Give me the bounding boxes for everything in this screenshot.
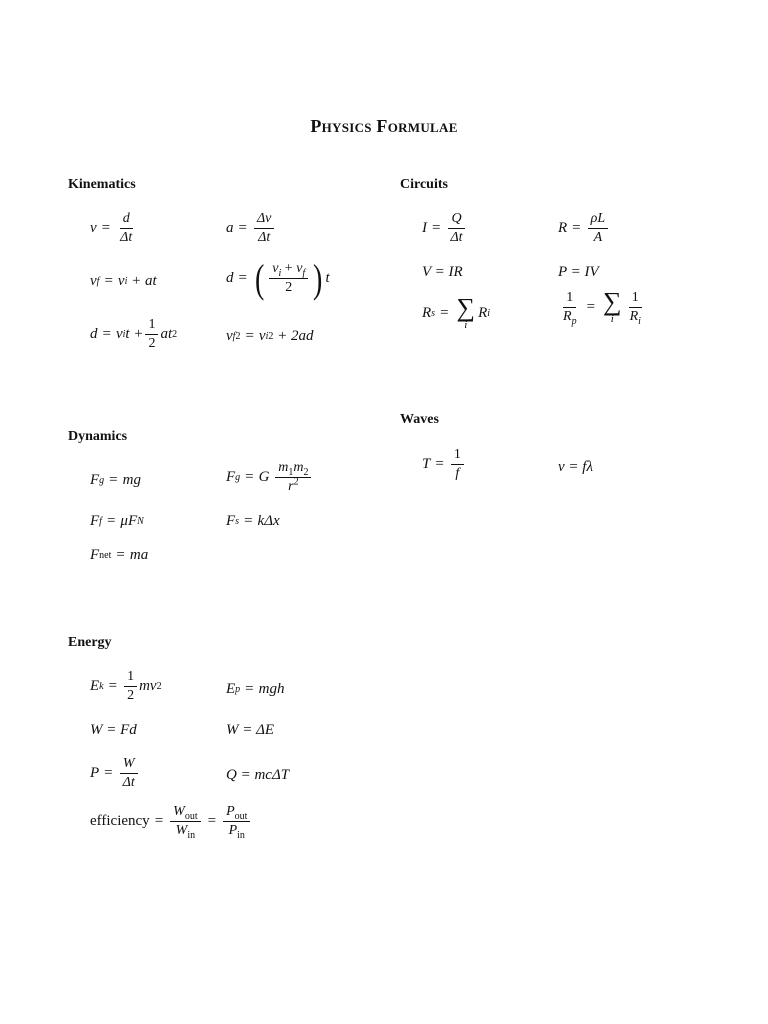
page-title: PHYSICS FORMULAE <box>310 116 458 136</box>
section-heading-kinematics: Kinematics <box>68 177 136 192</box>
formula-wave-speed: v = fλ <box>558 459 593 475</box>
formula-work-energy: W = ΔE <box>226 722 275 738</box>
formula-gravitation: F g = G $\frac{m_1m_2}{r^2}$ <box>226 461 313 494</box>
formula-series-resistance: R s = ∑ i R i <box>422 293 491 332</box>
formula-power-work: P = $\frac{W}{\Delta t}$ <box>90 757 140 790</box>
formula-spring-force: F s = kΔx <box>226 513 280 529</box>
formula-efficiency: efficiency = $\frac{W_{out}}{W_{in}}$ = $\frac{P_{out}}{P_{in}}$ <box>90 805 252 838</box>
formula-work: W = Fd <box>90 722 137 738</box>
section-heading-waves: Waves <box>400 412 439 427</box>
section-heading-dynamics: Dynamics <box>68 429 128 444</box>
formula-net-force: F net = ma <box>90 547 149 563</box>
formula-displacement: d = v i t + $\frac{1}{2}$ at 2 <box>90 317 178 351</box>
formula-period: T = $\frac{1}{f}$ <box>422 448 466 481</box>
formula-acceleration: a = $\frac{\Delta v}{\Delta t}$ <box>226 212 276 245</box>
formula-weight: F g = mg <box>90 472 141 488</box>
formula-ohms-law: V = IR <box>422 264 463 280</box>
formula-heat: Q = mcΔT <box>226 767 290 783</box>
formula-velocity-squared: v f 2 = v i 2 + 2ad <box>226 328 314 344</box>
formula-resistance: R = $\frac{\rho L}{A}$ <box>558 212 610 245</box>
formula-friction: F f = μF N <box>90 513 144 529</box>
section-heading-energy: Energy <box>68 635 112 650</box>
formula-kinetic-energy: E k = $\frac{1}{2}$ mv 2 <box>90 669 162 703</box>
formula-final-velocity: v f = v i + at <box>90 273 157 289</box>
formula-displacement-average: d = ( $\frac{v_i + v_f}{2}$ ) t <box>226 255 330 301</box>
formula-velocity: v = $\frac{d}{\Delta t}$ <box>90 211 133 245</box>
formula-power: P = IV <box>558 264 599 280</box>
formula-current: I = $\frac{Q}{\Delta t}$ <box>422 211 463 245</box>
formula-potential-energy: E p = mgh <box>226 681 285 697</box>
section-heading-circuits: Circuits <box>400 177 448 192</box>
formula-parallel-resistance: $\frac{1}{R_p}$ = ∑ i $\frac{1}{R_i}$ <box>563 287 641 327</box>
